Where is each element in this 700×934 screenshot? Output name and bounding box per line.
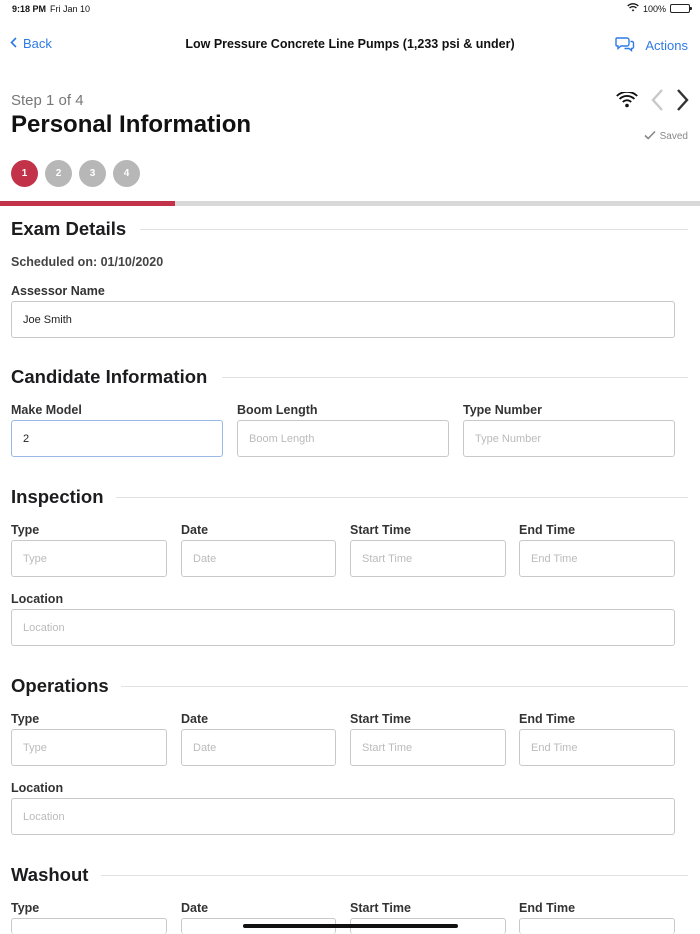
chevron-left-icon <box>10 36 17 51</box>
inspection-end-time-label: End Time <box>519 523 576 537</box>
chevron-left-icon[interactable] <box>650 88 664 117</box>
inspection-location-label: Location <box>11 592 64 606</box>
operations-end-time-input[interactable] <box>519 729 675 766</box>
header-tools <box>616 88 690 117</box>
boom-length-label: Boom Length <box>237 403 318 417</box>
operations-start-time-input[interactable] <box>350 729 506 766</box>
step-4[interactable]: 4 <box>113 160 140 187</box>
step-1[interactable]: 1 <box>11 160 38 187</box>
progress-bar <box>0 201 700 206</box>
chat-icon[interactable] <box>615 36 635 55</box>
section-heading-washout: Washout <box>11 864 89 885</box>
assessor-name-label: Assessor Name <box>11 284 105 298</box>
actions-group <box>615 36 688 55</box>
battery-icon <box>670 4 690 13</box>
type-number-input[interactable] <box>463 420 675 457</box>
washout-type-label: Type <box>11 901 40 915</box>
washout-end-time-label: End Time <box>519 901 576 915</box>
page-title: Personal Information <box>11 111 252 138</box>
checkmark-icon <box>644 130 656 143</box>
back-button[interactable] <box>10 36 52 51</box>
inspection-type-input[interactable] <box>11 540 167 577</box>
step-indicator: Step 1 of 4 <box>11 92 84 109</box>
nav-title: Low Pressure Concrete Line Pumps (1,233 psi & under) <box>185 37 515 51</box>
step-2[interactable]: 2 <box>45 160 72 187</box>
back-label: Back <box>23 36 52 51</box>
operations-date-input[interactable] <box>181 729 336 766</box>
section-heading-exam-details: Exam Details <box>11 218 127 239</box>
inspection-type-label: Type <box>11 523 40 537</box>
washout-end-time-input[interactable] <box>519 918 675 934</box>
operations-type-input[interactable] <box>11 729 167 766</box>
type-number-label: Type Number <box>463 403 542 417</box>
status-bar <box>0 0 700 18</box>
operations-date-label: Date <box>181 712 209 726</box>
inspection-start-time-input[interactable] <box>350 540 506 577</box>
operations-location-input[interactable] <box>11 798 675 835</box>
inspection-end-time-input[interactable] <box>519 540 675 577</box>
step-3[interactable]: 3 <box>79 160 106 187</box>
divider <box>101 875 688 876</box>
washout-date-label: Date <box>181 901 209 915</box>
status-right <box>627 3 690 14</box>
operations-end-time-label: End Time <box>519 712 576 726</box>
operations-location-label: Location <box>11 781 64 795</box>
chevron-right-icon[interactable] <box>676 88 690 117</box>
divider <box>140 229 688 230</box>
divider <box>222 377 688 378</box>
battery-percent: 100% <box>642 3 666 14</box>
wifi-icon <box>627 3 639 14</box>
stepper <box>11 160 140 187</box>
progress-fill <box>0 201 175 206</box>
saved-status <box>644 130 688 143</box>
home-indicator <box>243 924 458 928</box>
saved-label: Saved <box>659 131 688 142</box>
wifi-icon <box>616 92 638 113</box>
washout-type-input[interactable] <box>11 918 167 934</box>
inspection-start-time-label: Start Time <box>350 523 411 537</box>
make-model-input[interactable] <box>11 420 223 457</box>
divider <box>116 497 688 498</box>
washout-start-time-label: Start Time <box>350 901 411 915</box>
boom-length-input[interactable] <box>237 420 449 457</box>
inspection-date-label: Date <box>181 523 209 537</box>
section-heading-operations: Operations <box>11 675 109 696</box>
actions-button[interactable]: Actions <box>645 38 688 53</box>
operations-type-label: Type <box>11 712 40 726</box>
status-date: Fri Jan 10 <box>50 4 91 14</box>
make-model-label: Make Model <box>11 403 82 417</box>
inspection-location-input[interactable] <box>11 609 675 646</box>
operations-start-time-label: Start Time <box>350 712 411 726</box>
status-time: 9:18 PM <box>12 4 47 14</box>
divider <box>121 686 688 687</box>
assessor-name-input[interactable] <box>11 301 675 338</box>
section-heading-candidate: Candidate Information <box>11 366 208 387</box>
section-heading-inspection: Inspection <box>11 486 104 507</box>
scheduled-date: Scheduled on: 01/10/2020 <box>11 255 164 269</box>
inspection-date-input[interactable] <box>181 540 336 577</box>
nav-bar <box>0 28 700 62</box>
